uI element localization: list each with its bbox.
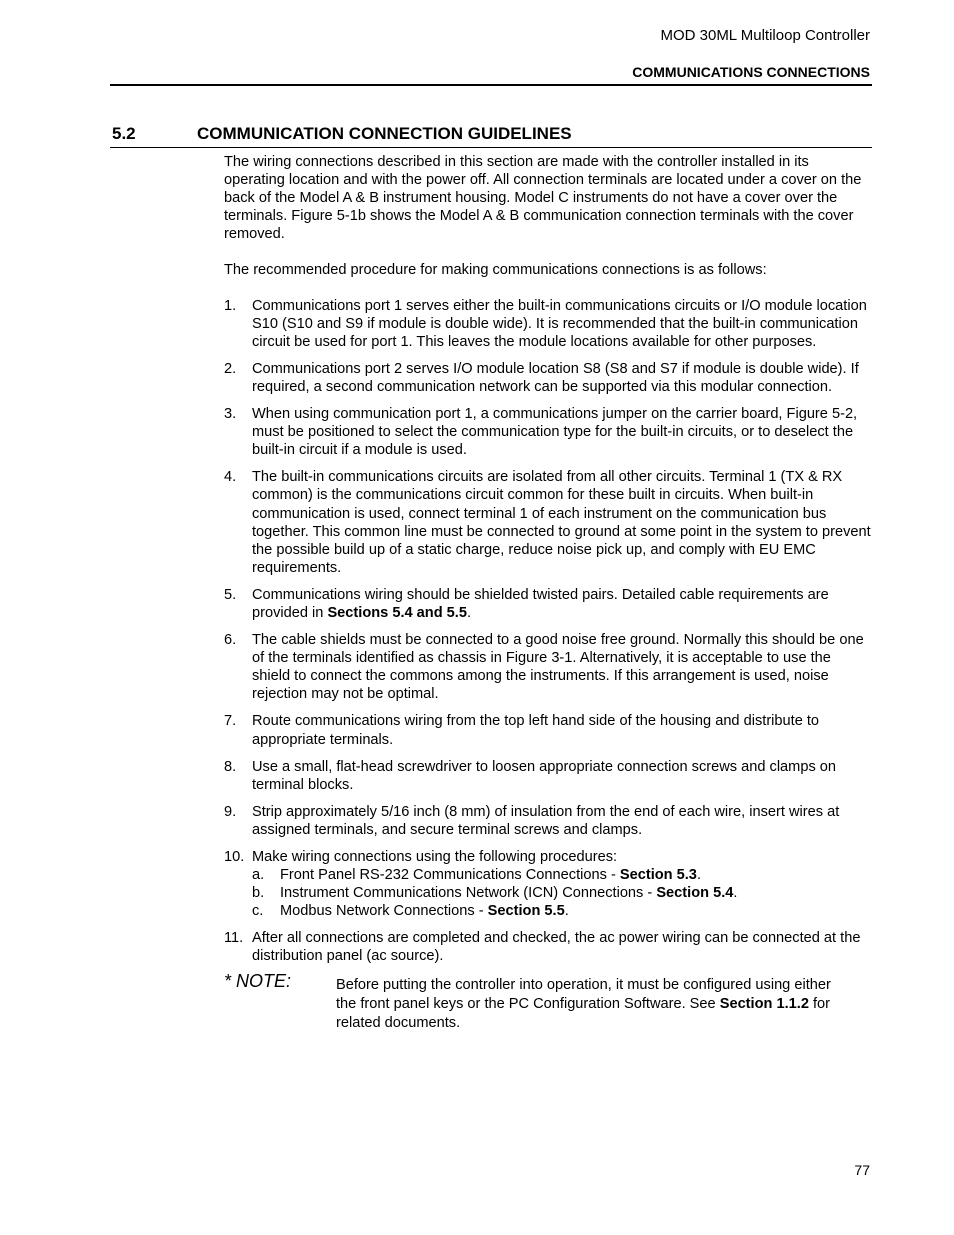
step-item: [224, 586, 872, 622]
step-item: [224, 631, 872, 703]
step-item: [224, 803, 872, 839]
chapter-title: COMMUNICATIONS CONNECTIONS: [632, 64, 870, 80]
step-number: 9.: [224, 803, 237, 820]
step-number: 7.: [224, 713, 237, 730]
substep-letter: a.: [252, 867, 265, 884]
body-text: [224, 153, 872, 1033]
substep-tail: .: [564, 903, 569, 920]
step-number: 6.: [224, 632, 237, 649]
step-number: 2.: [224, 360, 237, 377]
section-reference: Section 5.4: [656, 885, 734, 902]
step-text: Strip approximately 5/16 inch (8 mm) of insulation from the end of each wire, insert wires at assigned terminals, and secure terminal screws and clamps.: [252, 803, 840, 838]
page-number: 77: [854, 1162, 870, 1178]
step-number: 1.: [224, 297, 237, 314]
note-block: [224, 970, 872, 1033]
step-number: 10.: [224, 849, 245, 865]
step-item: [224, 360, 872, 396]
substep-item: [252, 866, 872, 884]
substep-tail: .: [733, 885, 738, 902]
step-text: Use a small, flat-head screwdriver to loosen appropriate connection screws and clamps on terminal blocks.: [252, 758, 837, 793]
substeps-list: [252, 866, 872, 920]
step-item: [224, 929, 872, 965]
section-divider: [110, 147, 872, 148]
step-number: 3.: [224, 406, 237, 423]
section-reference: Section 5.5: [487, 903, 565, 920]
step-text-tail: .: [466, 604, 472, 621]
step-text: The cable shields must be connected to a good noise free ground. Normally this should be one of the terminals identified as chassis in Figure 3-1. Alternatively, it is acceptable to use the shield to connect the commons among the instruments. If this arrangement is used, noise rejection may not be optimal.: [252, 632, 864, 703]
substep-tail: .: [696, 867, 701, 884]
step-number: 11.: [224, 930, 244, 947]
note-label: * NOTE:: [224, 970, 292, 991]
step-number: 4.: [224, 469, 237, 486]
note-tail: for related documents.: [336, 995, 831, 1031]
document-title: MOD 30ML Multiloop Controller: [660, 27, 870, 44]
step-text: After all connections are completed and checked, the ac power wiring can be connected at the distribution panel (ac source).: [252, 930, 861, 965]
section-title: COMMUNICATION CONNECTION GUIDELINES: [197, 124, 572, 143]
substep-letter: c.: [252, 903, 264, 920]
step-number: 5.: [224, 586, 237, 603]
step-text: Route communications wiring from the top left hand side of the housing and distribute to appropriate terminals.: [252, 713, 820, 748]
section-reference: Section 1.1.2: [719, 995, 809, 1012]
substep-text: Instrument Communications Network (ICN) Connections -: [280, 885, 657, 902]
step-text: Make wiring connections using the following procedures:: [252, 849, 618, 865]
procedure-steps: [224, 297, 872, 966]
step-item: [224, 297, 872, 351]
note-body: Before putting the controller into operation, it must be configured using either the front panel keys or the PC Configuration Software. See: [336, 976, 831, 1012]
step-item: [224, 848, 872, 920]
procedure-intro: The recommended procedure for making communications connections is as follows:: [224, 262, 767, 279]
step-text: Communications port 2 serves I/O module location S8 (S8 and S7 if module is double wide). If required, a second communication network can be supported via this modular connection.: [252, 360, 859, 395]
step-text: The built-in communications circuits are isolated from all other circuits. Terminal 1 (TX & RX common) is the communications circuit common for these built in circuits. When built-in communication is used, connect terminal 1 of each instrument on the communication bus together. This common line must be connected to ground at some point in the system to prevent the possible build up of a static charge, reduce noise pick up, and comply with EU EMC requirements.: [252, 469, 871, 576]
section-reference: Sections 5.4 and 5.5: [327, 604, 467, 621]
section-reference: Section 5.3: [619, 867, 697, 884]
substep-letter: b.: [252, 885, 265, 902]
intro-paragraph: The wiring connections described in this section are made with the controller installed in its operating location and with the power off. All connection terminals are located under a cover on the back of the Model A & B instrument housing. Model C instruments do not have a cover over the terminals. Figure 5-1b shows the Model A & B communication connection terminals with the cover removed.: [224, 154, 862, 243]
substep-text: Front Panel RS-232 Communications Connections -: [280, 867, 620, 884]
step-text: When using communication port 1, a communications jumper on the carrier board, Figure 5-2, must be positioned to select the communication type for the built-in circuits, or to deselect the built-in circuit if a module is used.: [252, 406, 858, 459]
substep-text: Modbus Network Connections -: [280, 903, 488, 920]
section-number: 5.2: [112, 124, 136, 143]
step-number: 8.: [224, 758, 237, 775]
step-item: [224, 712, 872, 748]
step-text: Communications wiring should be shielded twisted pairs. Detailed cable requirements are provided in: [252, 586, 829, 621]
step-item: [224, 468, 872, 577]
note-text: [336, 976, 836, 1033]
header-divider: [110, 84, 872, 86]
substep-item: [252, 884, 872, 902]
substep-item: [252, 902, 872, 920]
step-item: [224, 758, 872, 794]
step-item: [224, 405, 872, 459]
step-text: Communications port 1 serves either the built-in communications circuits or I/O module location S10 (S10 and S9 if module is double wide). It is recommended that the built-in communication circuit be used for port 1. This leaves the module locations available for other purposes.: [252, 297, 867, 350]
